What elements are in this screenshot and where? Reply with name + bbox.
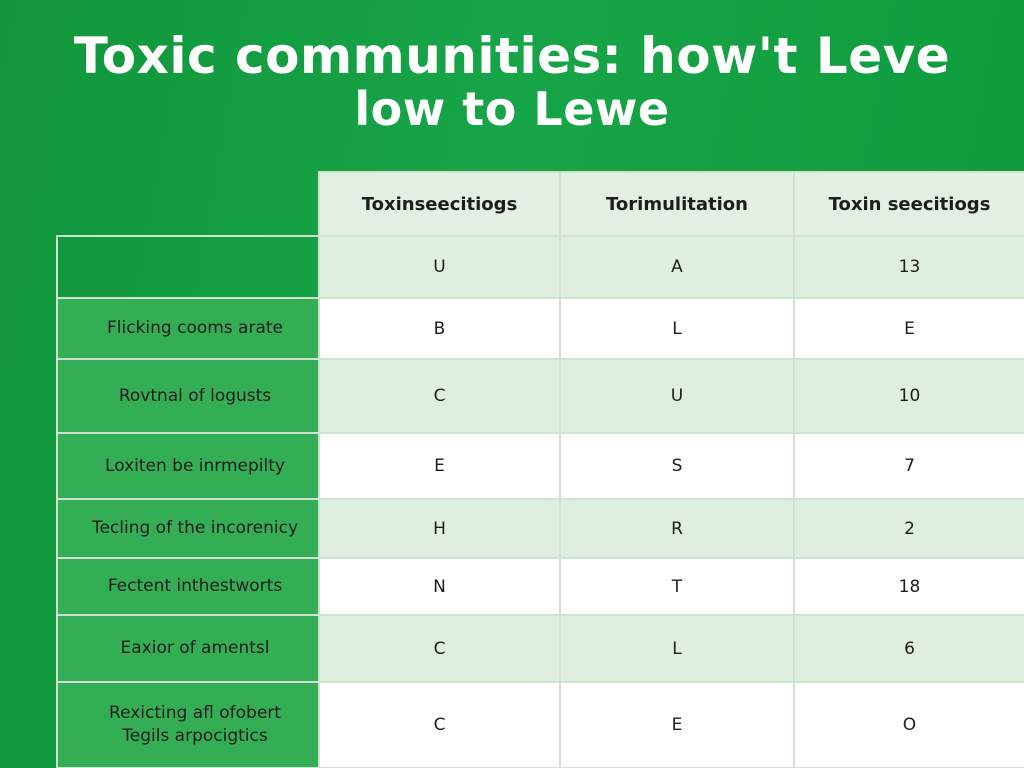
page-title	[0, 28, 1024, 134]
table-cell: E	[319, 433, 560, 499]
column-header: Toxin seecitiogs	[794, 172, 1024, 236]
table-cell: E	[560, 682, 794, 768]
title-line-1: Toxic communities: how't Leve	[73, 27, 951, 85]
table-cell: N	[319, 558, 560, 615]
table-cell: C	[319, 682, 560, 768]
column-header: Toxinseecitiogs	[319, 172, 560, 236]
empty-label-cell	[57, 236, 319, 298]
table-cell: A	[560, 236, 794, 298]
corner-cell	[57, 172, 319, 236]
column-header: Torimulitation	[560, 172, 794, 236]
table-cell: 6	[794, 615, 1024, 682]
table-row	[57, 558, 1024, 615]
data-table	[56, 171, 1024, 768]
row-label: Flicking cooms arate	[57, 298, 319, 359]
table-cell: U	[319, 236, 560, 298]
row-label: Rovtnal of logusts	[57, 359, 319, 433]
table-row	[57, 433, 1024, 499]
table-cell: E	[794, 298, 1024, 359]
table-row	[57, 298, 1024, 359]
table-cell: S	[560, 433, 794, 499]
row-label: Rexicting afl ofobert Tegils arpocigtics	[57, 682, 319, 768]
table-cell: L	[560, 615, 794, 682]
table-cell: R	[560, 499, 794, 558]
table-cell: B	[319, 298, 560, 359]
header-row	[57, 172, 1024, 236]
table-cell: T	[560, 558, 794, 615]
table-cell: 18	[794, 558, 1024, 615]
row-label: Fectent inthestworts	[57, 558, 319, 615]
table-row	[57, 682, 1024, 768]
table-cell: 10	[794, 359, 1024, 433]
table-cell: C	[319, 615, 560, 682]
table-row	[57, 236, 1024, 298]
table-cell: O	[794, 682, 1024, 768]
table-cell: 7	[794, 433, 1024, 499]
table-cell: U	[560, 359, 794, 433]
title-line-2: low to Lewe	[354, 82, 670, 136]
row-label: Tecling of the incorenicy	[57, 499, 319, 558]
row-label: Eaxior of amentsl	[57, 615, 319, 682]
table-cell: L	[560, 298, 794, 359]
table-row	[57, 359, 1024, 433]
row-label: Loxiten be inrmepilty	[57, 433, 319, 499]
table-cell: C	[319, 359, 560, 433]
table-cell: 2	[794, 499, 1024, 558]
table-cell: H	[319, 499, 560, 558]
table-row	[57, 499, 1024, 558]
table-cell: 13	[794, 236, 1024, 298]
table-row	[57, 615, 1024, 682]
